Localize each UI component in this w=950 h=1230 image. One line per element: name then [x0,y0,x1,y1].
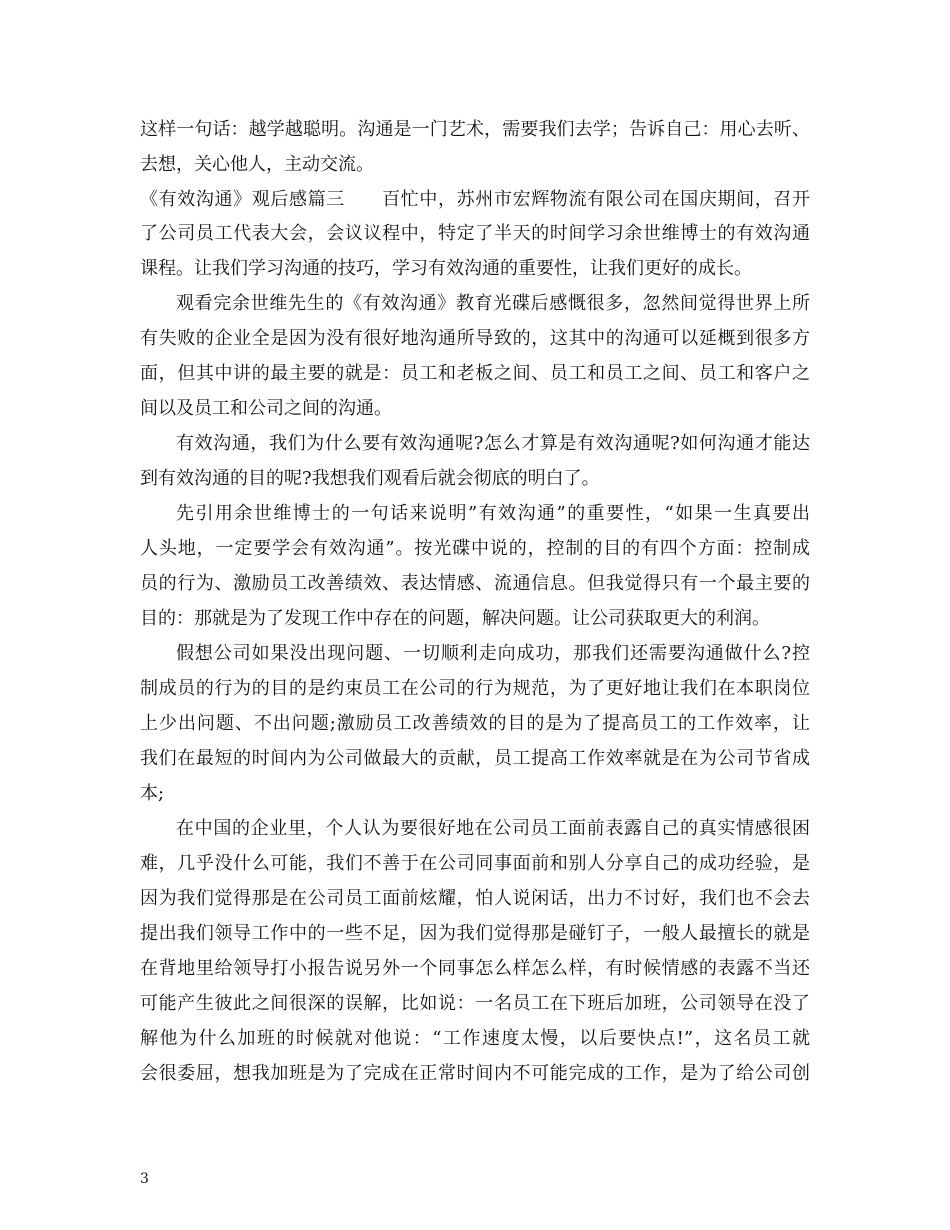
text-line-28: 会很委屈，想我加班是为了完成在正常时间内不可能完成的工作，是为了给公司创 [140,1063,810,1084]
text-line-26: 可能产生彼此之间很深的误解，比如说：一名员工在下班后加班，公司领导在没了 [140,993,810,1014]
text-line-18: 上少出问题、不出问题;激励员工改善绩效的目的是为了提高员工的工作效率，让 [140,713,810,734]
text-line-7: 有失败的企业全是因为没有很好地沟通所导致的，这其中的沟通可以延概到很多方 [140,328,810,349]
text-line-11: 到有效沟通的目的呢?我想我们观看后就会彻底的明白了。 [140,468,600,489]
text-line-1: 这样一句话：越学越聪明。沟通是一门艺术，需要我们去学；告诉自己：用心去听、 [140,119,810,140]
text-line-10: 有效沟通，我们为什么要有效沟通呢?怎么才算是有效沟通呢?如何沟通才能达 [176,433,810,454]
text-line-13: 人头地，一定要学会有效沟通”。按光碟中说的，控制的目的有四个方面：控制成 [140,538,810,559]
text-line-15: 目的：那就是为了发现工作中存在的问题，解决问题。让公司获取更大的利润。 [140,608,770,629]
text-line-2: 去想，关心他人，主动交流。 [140,154,374,175]
text-line-4: 了公司员工代表大会，会议议程中，特定了半天的时间学习余世维博士的有效沟通 [140,223,810,244]
text-line-27: 解他为什么加班的时候就对他说：“工作速度太慢，以后要快点!”，这名员工就 [140,1028,810,1049]
text-line-22: 难，几乎没什么可能，我们不善于在公司同事面前和别人分享自己的成功经验，是 [140,853,810,874]
text-line-23: 因为我们觉得那是在公司员工面前炫耀，怕人说闲话，出力不讨好，我们也不会去 [140,888,810,909]
text-line-25: 在背地里给领导打小报告说另外一个同事怎么样怎么样，有时候情感的表露不当还 [140,958,810,979]
text-line-3: 《有效沟通》观后感篇三 百忙中，苏州市宏辉物流有限公司在国庆期间，召开 [140,189,810,210]
text-line-8: 面，但其中讲的最主要的就是：员工和老板之间、员工和员工之间、员工和客户之 [140,363,810,384]
text-line-24: 提出我们领导工作中的一些不足，因为我们觉得那是碰钉子，一般人最擅长的就是 [140,923,810,944]
text-line-20: 本; [140,783,165,804]
text-line-9: 间以及员工和公司之间的沟通。 [140,398,392,419]
text-line-16: 假想公司如果没出现问题、一切顺利走向成功，那我们还需要沟通做什么?控 [176,643,810,664]
text-line-12: 先引用余世维博士的一句话来说明”有效沟通”的重要性，“如果一生真要出 [176,503,810,524]
text-line-19: 我们在最短的时间内为公司做最大的贡献，员工提高工作效率就是在为公司节省成 [140,748,810,769]
text-line-17: 制成员的行为的目的是约束员工在公司的行为规范，为了更好地让我们在本职岗位 [140,678,810,699]
page-number: 3 [140,1171,149,1187]
text-line-21: 在中国的企业里，个人认为要很好地在公司员工面前表露自己的真实情感很困 [176,818,810,839]
text-line-6: 观看完余世维先生的《有效沟通》教育光碟后感慨很多，忽然间觉得世界上所 [176,293,810,314]
text-line-5: 课程。让我们学习沟通的技巧，学习有效沟通的重要性，让我们更好的成长。 [140,258,752,279]
text-line-14: 员的行为、激励员工改善绩效、表达情感、流通信息。但我觉得只有一个最主要的 [140,573,810,594]
